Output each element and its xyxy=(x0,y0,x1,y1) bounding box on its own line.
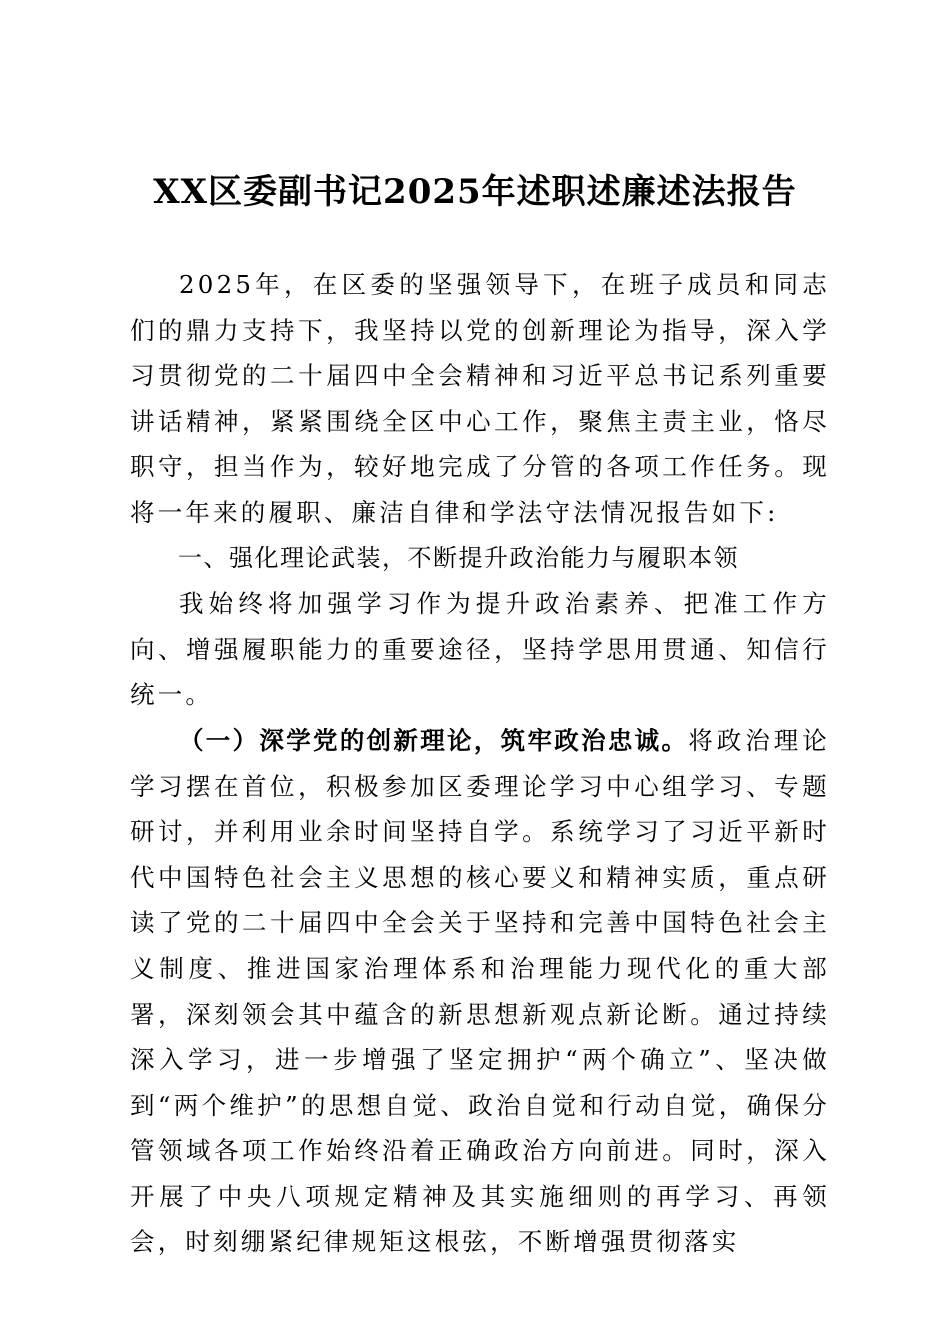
subsection-1-heading: （一）深学党的创新理论，筑牢政治忠诚。 xyxy=(179,725,689,755)
subsection-1-paragraph xyxy=(130,718,830,1265)
report-title: XX区委副书记2025年述职述廉述法报告 xyxy=(153,172,797,212)
subsection-1-text: 将政治理论学习摆在首位，积极参加区委理论学习中心组学习、专题研讨，并利用业余时间坚持自学。系统学习了习近平新时代中国特色社会主义思想的核心要义和精神实质，重点研读了党的二十届四中全会关于坚持和完善中国特色社会主义制度、推进国家治理体系和治理能力现代化的重大部署，深刻领会其中蕴含的新思想新观点新论断。通过持续深入学习，进一步增强了坚定拥护“两个确立”、坚决做到“两个维护”的思想自觉、政治自觉和行动自觉，确保分管领域各项工作始终沿着正确政治方向前进。同时，深入开展了中央八项规定精神及其实施细则的再学习、再领会，时刻绷紧纪律规矩这根弦，不断增强贯彻落实 xyxy=(130,725,830,1257)
section-heading-1: 一、强化理论武装，不断提升政治能力与履职本领 xyxy=(178,543,739,572)
section-1-paragraph: 我始终将加强学习作为提升政治素养、把准工作方向、增强履职能力的重要途径，坚持学思用贯通、知信行统一。 xyxy=(130,589,830,710)
report-body xyxy=(130,262,830,1265)
intro-paragraph: 2025年，在区委的坚强领导下，在班子成员和同志们的鼎力支持下，我坚持以党的创新理论为指导，深入学习贯彻党的二十届四中全会精神和习近平总书记系列重要讲话精神，紧紧围绕全区中心工作，聚焦主责主业，恪尽职守，担当作为，较好地完成了分管的各项工作任务。现将一年来的履职、廉洁自律和学法守法情况报告如下: xyxy=(130,270,830,527)
